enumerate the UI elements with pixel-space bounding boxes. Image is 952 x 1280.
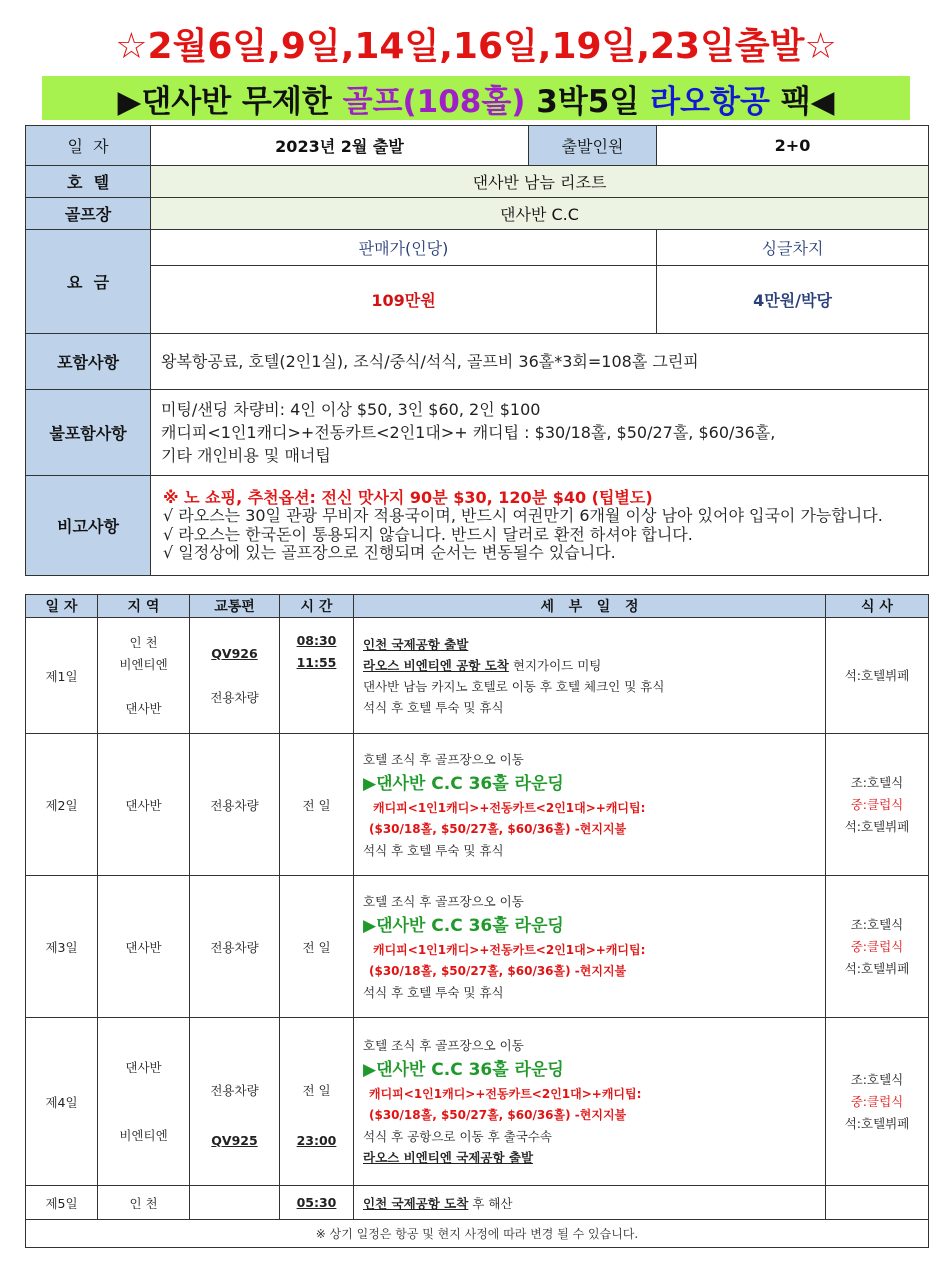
- detail-line: 석식 후 호텔 투숙 및 휴식: [363, 699, 504, 715]
- caddie-fee-line: 캐디피<1인1캐디>+전동카트<2인1대>+캐디팁:: [373, 942, 646, 957]
- detail-rest: 후 해산: [468, 1195, 513, 1211]
- region-line: 비엔티엔: [119, 656, 168, 672]
- meal-line: 조:호텔식: [850, 916, 904, 932]
- package-info-table: [25, 125, 929, 576]
- time-cell: 05:30: [280, 1186, 354, 1220]
- remark-label: 비고사항: [26, 476, 151, 576]
- detail-line: 호텔 조식 후 골프장으오 이동: [363, 751, 524, 767]
- time-cell: 전 일: [280, 734, 354, 876]
- transport-cell: 전용차량: [190, 734, 280, 876]
- hotel-label: 호 텔: [26, 166, 151, 198]
- region-cell: [98, 618, 190, 734]
- golf-course-label: 골프장: [26, 198, 151, 230]
- detail-line: 호텔 조식 후 골프장으오 이동: [363, 893, 524, 909]
- table-row: [26, 876, 929, 1018]
- table-row: [26, 618, 929, 734]
- golf-course-value: 댄사반 C.C: [151, 198, 929, 230]
- exclude-line: 캐디피<1인1캐디>+전동카트<2인1대>+ 캐디팁 : $30/18홀, $50/27홀, $60/36홀,: [161, 423, 776, 442]
- detail-line: 석식 후 공항으로 이동 후 출국수속: [363, 1129, 552, 1144]
- header-day: 일 자: [26, 595, 98, 618]
- hotel-value: 댄사반 남늠 리조트: [151, 166, 929, 198]
- exclude-label: 불포함사항: [26, 390, 151, 476]
- day-cell: 제1일: [26, 618, 98, 734]
- transport-cell: [190, 1186, 280, 1220]
- exclude-line: 미팅/샌딩 차량비: 4인 이상 $50, 3인 $60, 2인 $100: [161, 400, 541, 419]
- time-line: 23:00: [296, 1132, 337, 1148]
- time-line: 전 일: [302, 1082, 331, 1098]
- region-line: [98, 676, 189, 698]
- meal-line: 석:호텔뷔페: [844, 960, 910, 976]
- banner-airline: 라오항공: [650, 83, 770, 120]
- include-label: 포함사항: [26, 334, 151, 390]
- fee-label: 요 금: [26, 230, 151, 334]
- banner-suffix: 팩◀: [769, 83, 835, 120]
- round-line: ▶댄사반 C.C 36홀 라운딩: [363, 1060, 564, 1080]
- price-header: 판매가(인당): [151, 230, 657, 266]
- people-label: 출발인원: [529, 126, 657, 166]
- meal-cell: [826, 876, 929, 1018]
- region-cell: 댄사반: [98, 734, 190, 876]
- include-text: 왕복항공료, 호텔(2인1실), 조식/중식/석식, 골프비 36홀*3회=108홀 그린피: [151, 334, 929, 390]
- details-cell: [354, 734, 826, 876]
- departure-dates-title: ☆2월6일,9일,14일,16일,19일,23일출발☆: [115, 26, 837, 67]
- caddie-fee-line: ($30/18홀, $50/27홀, $60/36홀) -현지지불: [369, 963, 627, 978]
- meal-line: 중:클럽식: [850, 1093, 904, 1109]
- meal-line: 조:호텔식: [850, 1071, 904, 1087]
- details-cell: [354, 876, 826, 1018]
- banner-golf: 골프(108홀): [342, 83, 526, 120]
- table-row: [26, 1186, 929, 1220]
- caddie-fee-line: 캐디피<1인1캐디>+전동카트<2인1대>+캐디팁:: [373, 800, 646, 815]
- remark-line: √ 라오스는 30일 관광 무비자 적용국이며, 반드시 여권만기 6개월 이상 남아 있어야 입국이 가능합니다.: [163, 506, 883, 525]
- region-cell: 댄사반: [98, 876, 190, 1018]
- time-line: 11:55: [296, 655, 337, 670]
- day-cell: 제3일: [26, 876, 98, 1018]
- time-cell: [280, 618, 354, 734]
- meal-cell: [826, 734, 929, 876]
- detail-line: 호텔 조식 후 골프장으오 이동: [363, 1038, 524, 1053]
- date-value: 2023년 2월 출발: [151, 126, 529, 166]
- day-cell: 제5일: [26, 1186, 98, 1220]
- detail-line: 인천 국제공항 출발: [363, 636, 469, 652]
- meal-line: 중:클럽식: [850, 938, 904, 954]
- itinerary-table: [25, 594, 929, 1248]
- meal-line: 중:클럽식: [850, 796, 904, 812]
- detail-line: 석식 후 호텔 투숙 및 휴식: [363, 984, 504, 1000]
- itinerary-footnote: ※ 상기 일정은 항공 및 현지 사정에 따라 변경 될 수 있습니다.: [26, 1220, 929, 1248]
- transport-cell: [190, 1018, 280, 1186]
- round-line: ▶댄사반 C.C 36홀 라운딩: [363, 915, 564, 936]
- detail-line: 댄사반 남늠 카지노 호텔로 이동 후 호텔 체크인 및 휴식: [363, 678, 665, 694]
- region-cell: [98, 1018, 190, 1186]
- flight-number: QV926: [211, 645, 258, 661]
- price-value: 109만원: [151, 266, 657, 334]
- remark-text: [151, 476, 929, 576]
- caddie-fee-line: ($30/18홀, $50/27홀, $60/36홀) -현지지불: [369, 1108, 627, 1122]
- region-cell: 인 천: [98, 1186, 190, 1220]
- day-cell: 제4일: [26, 1018, 98, 1186]
- time-cell: 전 일: [280, 876, 354, 1018]
- region-line: 비엔티엔: [119, 1127, 168, 1143]
- details-cell: [354, 618, 826, 734]
- remark-line: √ 일정상에 있는 골프장으로 진행되며 순서는 변동될수 있습니다.: [163, 543, 616, 562]
- table-row: [26, 1018, 929, 1186]
- region-line: 인 천: [129, 634, 158, 650]
- round-line: ▶댄사반 C.C 36홀 라운딩: [363, 773, 564, 794]
- exclude-line: 기타 개인비용 및 매너팁: [161, 446, 331, 465]
- transport-line: 전용차량: [210, 689, 259, 705]
- meal-line: 조:호텔식: [850, 774, 904, 790]
- meal-cell: [826, 1186, 929, 1220]
- banner-prefix: ▶댄사반 무제한: [117, 83, 343, 120]
- exclude-text: [151, 390, 929, 476]
- package-banner: [42, 76, 910, 120]
- header-transport: 교통편: [190, 595, 280, 618]
- meal-line: 석:호텔뷔페: [844, 1115, 910, 1131]
- caddie-fee-line: 캐디피<1인1캐디>+전동카트<2인1대>+캐디팁:: [369, 1087, 642, 1101]
- header-time: 시 간: [280, 595, 354, 618]
- transport-cell: [190, 618, 280, 734]
- arrival-text: 라오스 비엔티엔 공항 도착: [363, 657, 509, 673]
- spacer: [190, 665, 279, 687]
- time-cell: [280, 1018, 354, 1186]
- details-cell: [354, 1186, 826, 1220]
- detail-line: [363, 655, 825, 676]
- caddie-fee-line: ($30/18홀, $50/27홀, $60/36홀) -현지지불: [369, 821, 627, 836]
- header-meal: 식 사: [826, 595, 929, 618]
- guide-text: 현지가이드 미팅: [508, 657, 602, 673]
- meal-cell: 석:호텔뷔페: [826, 618, 929, 734]
- remark-line: √ 라오스는 한국돈이 통용되지 않습니다. 반드시 달러로 환전 하셔야 합니다.: [163, 524, 693, 544]
- arrival-text: 인천 국제공항 도착: [363, 1195, 469, 1211]
- region-line: 댄사반: [125, 700, 162, 716]
- region-line: 댄사반: [125, 1059, 162, 1075]
- transport-line: 전용차량: [210, 1082, 259, 1098]
- single-charge-header: 싱글차지: [657, 230, 929, 266]
- time-line: 08:30: [296, 633, 337, 648]
- date-label: 일 자: [26, 126, 151, 166]
- banner-duration: 3박5일: [525, 83, 651, 120]
- people-value: 2+0: [657, 126, 929, 166]
- detail-line: 석식 후 호텔 투숙 및 휴식: [363, 842, 504, 858]
- meal-line: 석:호텔뷔페: [844, 818, 910, 834]
- table-row: [26, 734, 929, 876]
- transport-cell: 전용차량: [190, 876, 280, 1018]
- meal-cell: [826, 1018, 929, 1186]
- flight-number: QV925: [211, 1132, 258, 1148]
- single-charge-value: 4만원/박당: [657, 266, 929, 334]
- details-cell: [354, 1018, 826, 1186]
- header-region: 지 역: [98, 595, 190, 618]
- header-details: 세 부 일 정: [354, 595, 826, 618]
- day-cell: 제2일: [26, 734, 98, 876]
- departure-line: 라오스 비엔티엔 국제공항 출발: [363, 1150, 534, 1165]
- remark-line: ※ 노 쇼핑, 추천옵션: 전신 맛사지 90분 $30, 120분 $40 (팁별도): [163, 487, 653, 507]
